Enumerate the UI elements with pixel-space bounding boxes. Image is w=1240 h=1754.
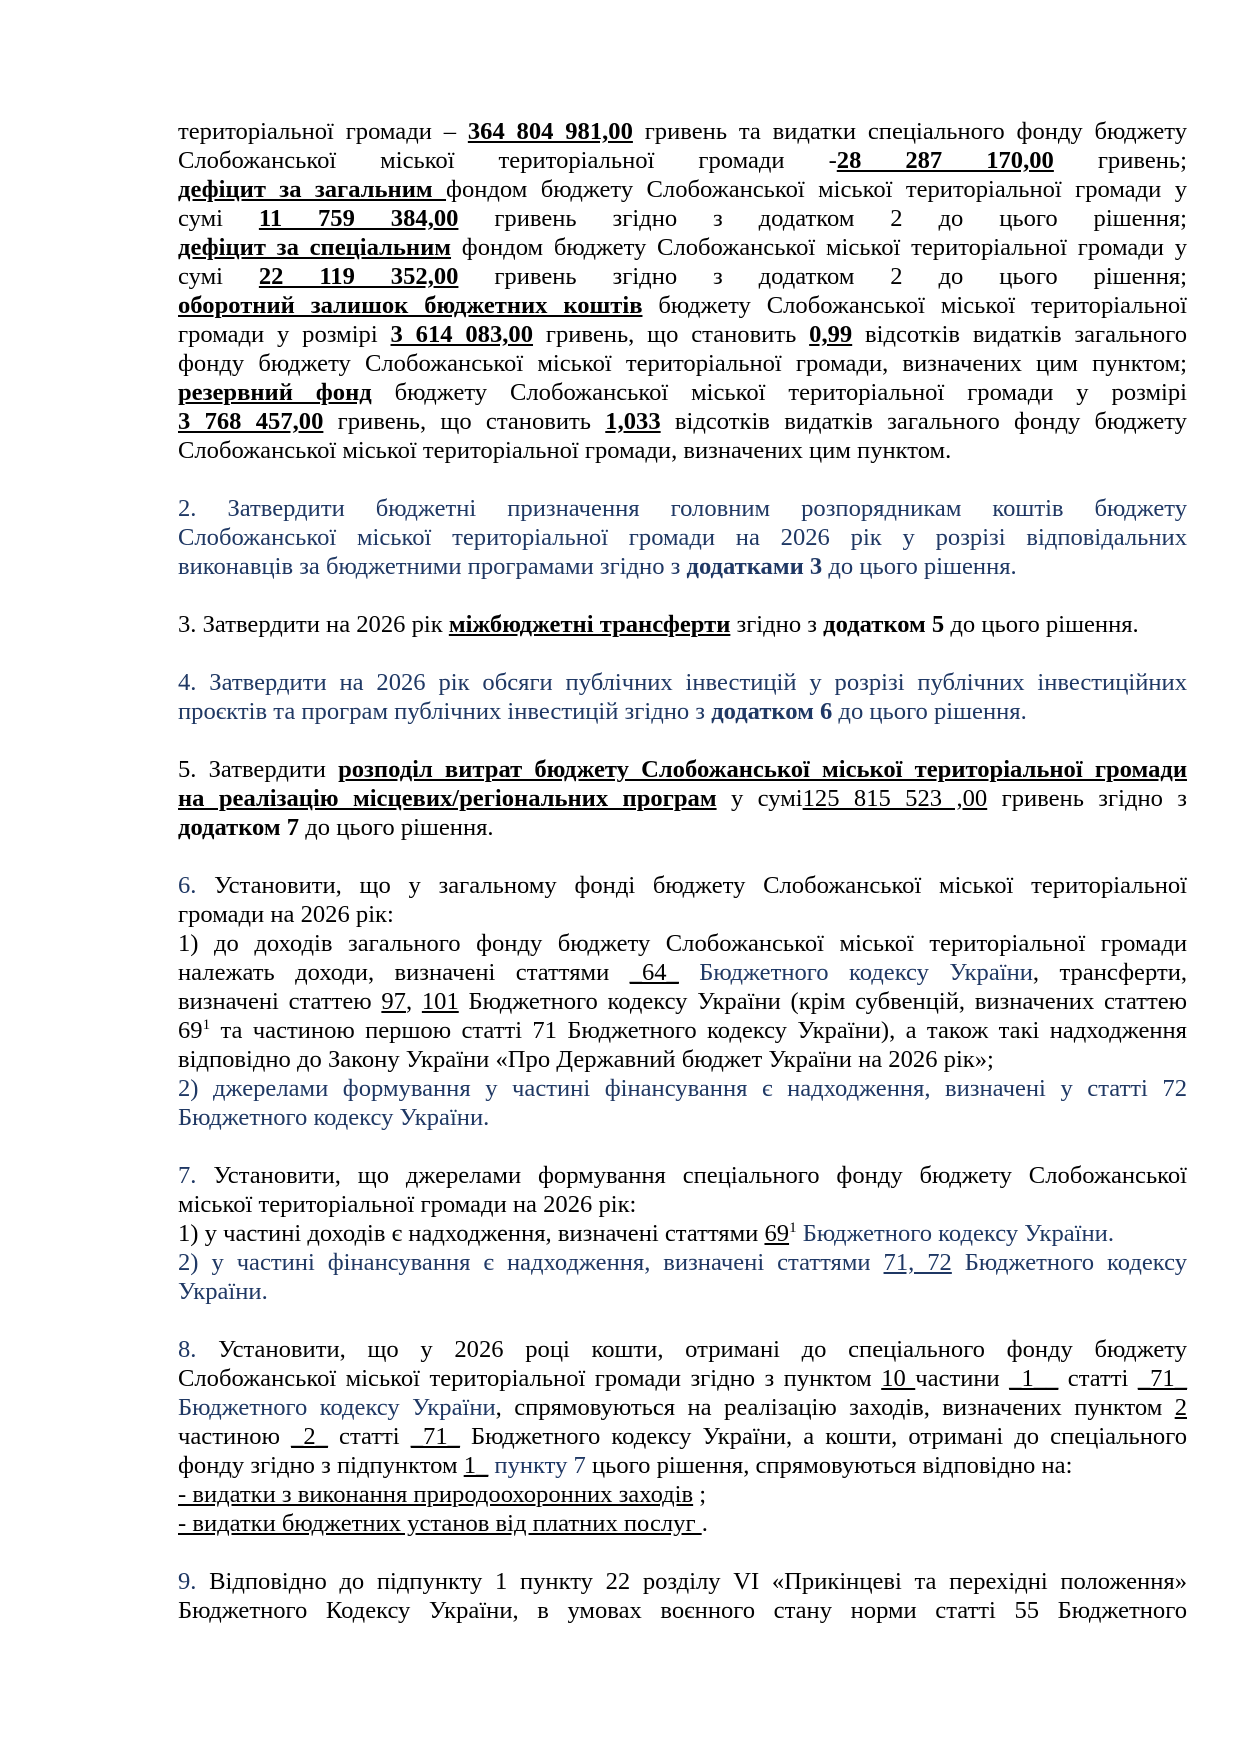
line: 2) джерелами формування у частині фінансування є надходження, визначені у статті 72 — [178, 1075, 1187, 1102]
line: 4. Затвердити на 2026 рік обсяги публічних інвестицій у розрізі публічних інвестиційних — [178, 669, 1187, 696]
document-page — [178, 117, 1187, 1625]
line: сумі 22 119 352,00 гривень згідно з додатком 2 до цього рішення; — [178, 263, 1188, 290]
section-9 — [178, 1567, 1187, 1625]
amount-reserve-fund: 3 768 457,00 — [178, 408, 324, 435]
section-6 — [178, 871, 1187, 1132]
pct-working-balance: 0,99 — [809, 321, 853, 348]
line: громади на 2026 рік: — [178, 901, 394, 928]
amount-special-expenditure: 28 287 170,00 — [836, 147, 1054, 174]
line: 8. Установити, що у 2026 році кошти, отримані до спеціального фонду бюджету — [178, 1336, 1187, 1363]
line: міської територіальної громади на 2026 рік: — [178, 1191, 637, 1218]
line: 1) до доходів загального фонду бюджету Слобожанської міської територіальної громади — [178, 930, 1187, 957]
line: проєктів та програм публічних інвестицій згідно з додатком 6 до цього рішення. — [178, 698, 1027, 725]
line: територіальної громади – 364 804 981,00 гривень та видатки спеціального фонду бюджету — [178, 118, 1188, 145]
line: 5. Затвердити розподіл витрат бюджету Слобожанської міської територіальної громади — [178, 756, 1188, 783]
line: 6. Установити, що у загальному фонді бюджету Слобожанської міської територіальної — [178, 872, 1187, 899]
amount-general-expenditure: 364 804 981,00 — [467, 118, 633, 145]
amount-deficit-special: 22 119 352,00 — [258, 263, 459, 290]
amount-working-balance: 3 614 083,00 — [390, 321, 534, 348]
line: виконавців за бюджетними програмами згідно з додатками 3 до цього рішення. — [178, 553, 1017, 580]
line: Бюджетного Кодексу України, в умовах воєнного стану норми статті 55 Бюджетного — [178, 1597, 1187, 1624]
line: фонду згідно з підпунктом 1_ пункту 7 цього рішення, спрямовуються відповідно на: — [178, 1452, 1073, 1479]
section-5 — [178, 755, 1187, 842]
line: Слобожанської міської територіальної громади на 2026 рік у розрізі відповідальних — [178, 524, 1187, 551]
line: сумі 11 759 384,00 гривень згідно з додатком 2 до цього рішення; — [178, 205, 1188, 232]
line: 9. Відповідно до підпункту 1 пункту 22 розділу VI «Прикінцеві та перехідні положення» — [178, 1568, 1187, 1595]
line: - видатки з виконання природоохоронних заходів ; — [178, 1481, 707, 1508]
line: Слобожанської міської територіальної громади, визначених цим пунктом. — [178, 437, 952, 464]
pct-reserve-fund: 1,033 — [605, 408, 661, 435]
line: дефіцит за спеціальним фондом бюджету Слобожанської міської територіальної громади у — [178, 234, 1187, 261]
section-7 — [178, 1161, 1187, 1306]
line: резервний фонд бюджету Слобожанської міської територіальної громади у розмірі — [178, 379, 1188, 406]
line: додатком 7 до цього рішення. — [178, 814, 494, 841]
line: $69^1$ та частиною першою статті 71 Бюджетного кодексу України), а також такі надходження — [178, 1016, 1187, 1044]
section-3 — [178, 610, 1187, 639]
section-4 — [178, 668, 1187, 726]
line: належать доходи, визначені статтями _64_ Бюджетного кодексу України, трансферти, — [178, 959, 1188, 986]
section-1 — [178, 117, 1187, 465]
section-8 — [178, 1335, 1187, 1538]
line: дефіцит за загальним фондом бюджету Слобожанської міської територіальної громади у — [178, 176, 1187, 203]
line: Бюджетного кодексу України, спрямовуються на реалізацію заходів, визначених пунктом 2 — [178, 1394, 1187, 1421]
line: - видатки бюджетних установ від платних послуг . — [178, 1510, 708, 1537]
line: Бюджетного кодексу України. — [178, 1104, 490, 1131]
line: частиною _2_ статті _71_ Бюджетного кодексу України, а кошти, отримані до спеціального — [178, 1423, 1188, 1450]
line: Слобожанської міської територіальної громади згідно з пунктом 10 частини _1__ статті _71_ — [178, 1365, 1187, 1392]
line: відповідно до Закону України «Про Державний бюджет України на 2026 рік»; — [178, 1046, 994, 1073]
line: України. — [178, 1278, 268, 1305]
line: Слобожанської міської територіальної громади -28 287 170,00 гривень; — [178, 147, 1187, 174]
line: 3. Затвердити на 2026 рік міжбюджетні трансферти згідно з додатком 5 до цього рішення. — [178, 611, 1139, 638]
section-2 — [178, 494, 1187, 581]
line: 2. Затвердити бюджетні призначення головним розпорядникам коштів бюджету — [178, 495, 1187, 522]
line: оборотний залишок бюджетних коштів бюджету Слобожанської міської територіальної — [178, 292, 1187, 319]
amount-deficit-general: 11 759 384,00 — [258, 205, 459, 232]
line: 2) у частині фінансування є надходження, визначені статтями 71, 72 Бюджетного кодексу — [178, 1249, 1187, 1276]
line: громади у розмірі 3 614 083,00 гривень, що становить 0,99 відсотків видатків загального — [178, 321, 1187, 348]
line: на реалізацію місцевих/регіональних програм у сумі125 815 523 ,00 гривень згідно з — [178, 785, 1188, 812]
line: 3 768 457,00 гривень, що становить 1,033 відсотків видатків загального фонду бюджету — [178, 408, 1187, 435]
line: 7. Установити, що джерелами формування спеціального фонду бюджету Слобожанської — [178, 1162, 1187, 1189]
line: фонду бюджету Слобожанської міської територіальної громади, визначених цим пунктом; — [178, 350, 1187, 377]
amount-programs-total: 125 815 523 ,00 — [802, 785, 988, 812]
line: 1) у частині доходів є надходження, визначені статтями $69^1$ Бюджетного кодексу України. — [178, 1219, 1114, 1247]
line: визначені статтею 97, 101 Бюджетного кодексу України (крім субвенцій, визначених статтею — [178, 988, 1188, 1015]
